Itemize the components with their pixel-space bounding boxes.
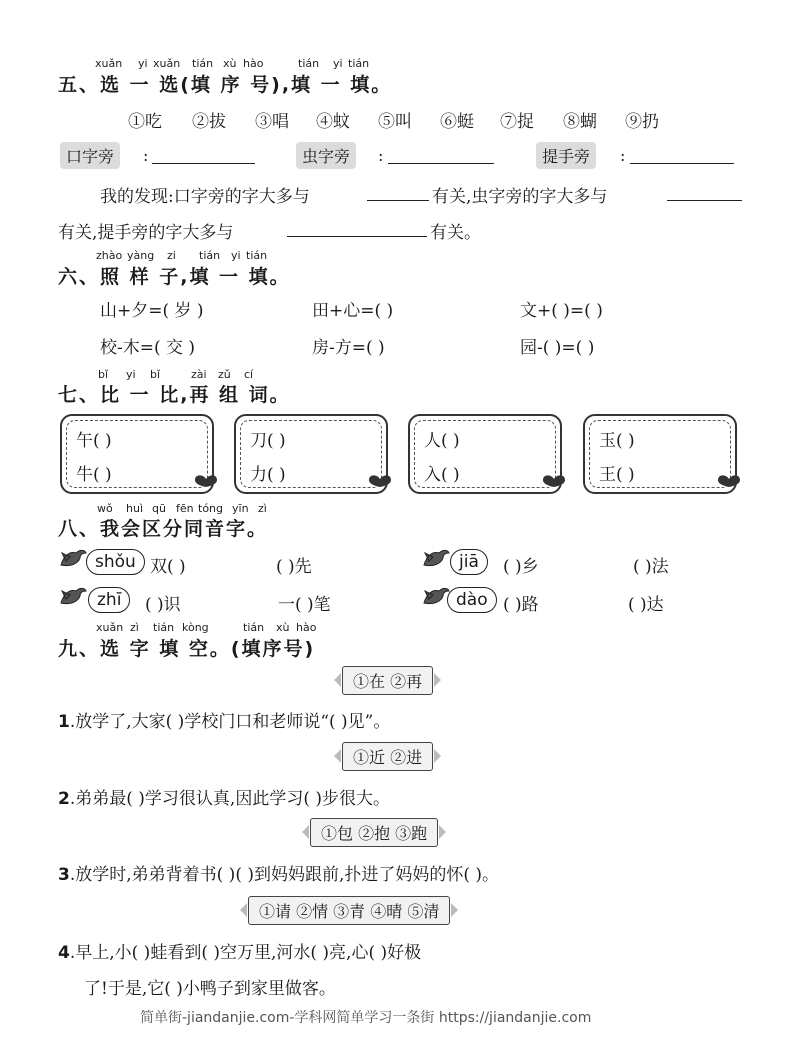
compare-char: 玉( ): [599, 431, 635, 451]
option-box: ①包 ②抱 ③跑: [310, 818, 438, 847]
bird-icon: [58, 585, 88, 609]
pinyin: yi: [333, 57, 343, 70]
equation: 校-木=( 交 ): [100, 338, 196, 358]
blank-hand[interactable]: [630, 163, 734, 164]
question-4-line2: 了!于是,它( )小鸭子到家里做客。: [84, 979, 336, 999]
pinyin: wǒ: [97, 502, 113, 515]
equation: 文+( )=( ): [520, 301, 603, 321]
pinyin: tián: [199, 249, 221, 262]
colon: :: [378, 146, 384, 165]
homophone-blank: ( )先: [276, 557, 312, 577]
radical-tag-insect: 虫字旁: [296, 142, 356, 169]
pinyin-bubble: dào: [447, 587, 497, 613]
equation: 山+夕=( 岁 ): [100, 301, 204, 321]
pinyin: qū: [152, 502, 166, 515]
section7-title: 七、比 一 比,再 组 词。: [58, 384, 291, 406]
pinyin: tián: [246, 249, 268, 262]
char-option: ⑥蜓: [440, 112, 474, 132]
radical-tag-mouth: 口字旁: [60, 142, 120, 169]
blank-discovery-3[interactable]: [287, 236, 427, 237]
pinyin: tián: [153, 621, 175, 634]
compare-box: [60, 414, 214, 494]
section9-title: 九、选 字 填 空。(填序号): [58, 638, 316, 660]
question-text: .弟弟最( )学习很认真,因此学习( )步很大。: [69, 789, 390, 809]
pinyin: yi: [126, 368, 136, 381]
compare-box: [234, 414, 388, 494]
question-3: [58, 860, 499, 885]
heart-icon: [716, 472, 742, 488]
discovery-text-1b: 有关,虫字旁的字大多与: [432, 187, 608, 207]
question-number: 2: [58, 789, 70, 809]
pinyin: fēn: [176, 502, 194, 515]
pinyin: huì: [126, 502, 143, 515]
heart-icon: [367, 472, 393, 488]
equation: 田+心=( ): [312, 301, 394, 321]
pinyin: zì: [130, 621, 139, 634]
compare-char: 刀( ): [250, 431, 286, 451]
option-box: ①在 ②再: [342, 666, 433, 695]
pinyin: xuǎn: [95, 57, 123, 70]
section6-title: 六、照 样 子,填 一 填。: [58, 266, 291, 288]
homophone-blank: ( )法: [633, 557, 669, 577]
bird-icon: [421, 547, 451, 571]
pinyin-bubble: jiā: [450, 549, 488, 575]
blank-discovery-2[interactable]: [667, 200, 742, 201]
pinyin: tián: [348, 57, 370, 70]
pinyin: xuǎn: [153, 57, 181, 70]
discovery-text-1a: 我的发现:口字旁的字大多与: [100, 187, 310, 207]
pinyin: tián: [298, 57, 320, 70]
homophone-blank: 一( )笔: [278, 595, 331, 615]
pinyin: hào: [296, 621, 317, 634]
char-option: ⑨扔: [625, 112, 659, 132]
equation: 房-方=( ): [312, 338, 385, 358]
question-4: [58, 938, 421, 963]
char-option: ⑧蝴: [563, 112, 597, 132]
pinyin: yīn: [232, 502, 249, 515]
question-number: 3: [58, 865, 70, 885]
question-number: 1: [58, 712, 70, 732]
question-2: [58, 784, 390, 809]
compare-char: 牛( ): [76, 465, 112, 485]
char-option: ⑤叫: [378, 112, 412, 132]
pinyin: zì: [258, 502, 267, 515]
pinyin-bubble: zhī: [88, 587, 130, 613]
compare-char: 力( ): [250, 465, 286, 485]
compare-box: [408, 414, 562, 494]
question-text: .放学了,大家( )学校门口和老师说“( )见”。: [69, 712, 391, 732]
homophone-blank: 双( ): [150, 557, 186, 577]
compare-char: 入( ): [424, 465, 460, 485]
question-text: .放学时,弟弟背着书( )( )到妈妈跟前,扑进了妈妈的怀( )。: [69, 865, 500, 885]
compare-box: [583, 414, 737, 494]
pinyin: cí: [244, 368, 254, 381]
blank-mouth[interactable]: [152, 163, 255, 164]
pinyin: zhào: [96, 249, 123, 262]
blank-insect[interactable]: [388, 163, 494, 164]
pinyin: bǐ: [150, 368, 161, 381]
colon: :: [143, 146, 149, 165]
pinyin-bubble: shǒu: [86, 549, 145, 575]
pinyin: tián: [192, 57, 214, 70]
discovery-text-2a: 有关,提手旁的字大多与: [58, 223, 234, 243]
pinyin: bǐ: [98, 368, 109, 381]
homophone-blank: ( )乡: [503, 557, 539, 577]
pinyin: tián: [243, 621, 265, 634]
question-number: 4: [58, 943, 70, 963]
pinyin: yàng: [127, 249, 155, 262]
compare-char: 人( ): [424, 431, 460, 451]
char-option: ③唱: [255, 112, 289, 132]
section8-title: 八、我会区分同音字。: [58, 518, 269, 540]
heart-icon: [193, 472, 219, 488]
colon: :: [620, 146, 626, 165]
footer-watermark: 简单街-jiandanjie.com-学科网简单学习一条街 https://jiandanjie.com: [140, 1010, 592, 1026]
bird-icon: [58, 547, 88, 571]
discovery-text-2b: 有关。: [430, 223, 481, 243]
char-option: ④蚊: [316, 112, 350, 132]
pinyin: zǔ: [218, 368, 231, 381]
question-text: .早上,小( )蛙看到( )空万里,河水( )亮,心( )好极: [69, 943, 422, 963]
pinyin: zi: [167, 249, 176, 262]
option-box: ①请 ②情 ③青 ④晴 ⑤清: [248, 896, 450, 925]
blank-discovery-1[interactable]: [367, 200, 429, 201]
char-option: ②拔: [192, 112, 226, 132]
char-option: ⑦捉: [500, 112, 534, 132]
section5-title: 五、选 一 选(填 序 号),填 一 填。: [58, 74, 393, 96]
pinyin: yi: [138, 57, 148, 70]
homophone-blank: ( )识: [145, 595, 181, 615]
pinyin: xù: [276, 621, 290, 634]
char-option: ①吃: [128, 112, 162, 132]
pinyin: yi: [231, 249, 241, 262]
pinyin: zài: [191, 368, 207, 381]
pinyin: xù: [223, 57, 237, 70]
homophone-blank: ( )路: [503, 595, 539, 615]
equation: 园-( )=( ): [520, 338, 595, 358]
pinyin: hào: [243, 57, 264, 70]
homophone-blank: ( )达: [628, 595, 664, 615]
option-box: ①近 ②进: [342, 742, 433, 771]
question-1: [58, 707, 390, 732]
pinyin: kòng: [182, 621, 209, 634]
heart-icon: [541, 472, 567, 488]
pinyin: xuǎn: [96, 621, 124, 634]
pinyin: tóng: [198, 502, 223, 515]
compare-char: 王( ): [599, 465, 635, 485]
radical-tag-hand: 提手旁: [536, 142, 596, 169]
compare-char: 午( ): [76, 431, 112, 451]
